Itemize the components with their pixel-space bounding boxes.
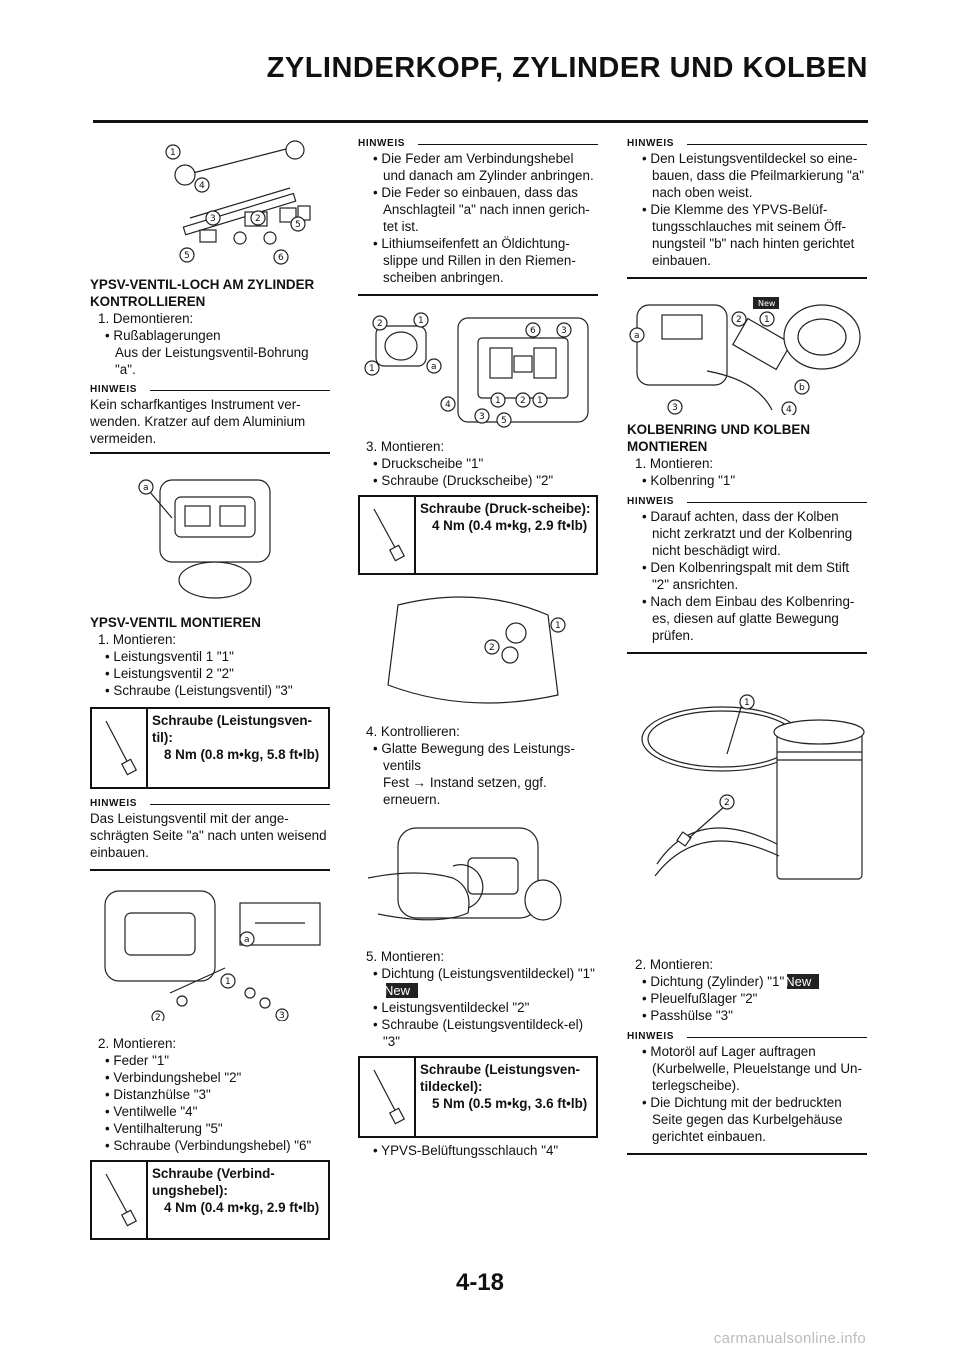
note-rule — [90, 452, 330, 454]
bullet-item: • Schraube (Leistungsventil) "3" — [105, 683, 293, 698]
callout-2: 2 — [255, 214, 261, 224]
callout-2: 2 — [489, 643, 495, 653]
callout-5: 5 — [501, 416, 507, 426]
note-bullet: • Den Leistungsventildeckel so eine-bauen, dass die Pfeilmarkierung "a" nach oben weist. — [642, 151, 864, 200]
section-heading-piston: KOLBENRING UND KOLBEN MONTIEREN — [627, 422, 811, 454]
note-bullet: • Lithiumseifenfett an Öldichtung-slippe und Rillen in den Riemen-scheiben anbringen. — [373, 236, 576, 285]
note-rule — [627, 1153, 867, 1155]
callout-2: 2 — [155, 1013, 161, 1021]
step-text: 1. Montieren: — [635, 456, 714, 471]
bullet-item: • Druckscheibe "1" — [373, 456, 484, 471]
callout-a: a — [431, 362, 437, 372]
section-heading-ypsv-hole: YPSV-VENTIL-LOCH AM ZYLINDER KONTROLLIEREN — [90, 277, 315, 309]
torque-name: Schraube (Leistungsven-tildeckel): — [420, 1062, 580, 1094]
callout-b: b — [799, 383, 805, 393]
bullet-item: • Glatte Bewegung des Leistungs-ventils — [373, 741, 575, 773]
bullet-item: • Ventilhalterung "5" — [105, 1121, 223, 1136]
illustration-thrust-washer — [358, 308, 598, 428]
callout-1: 1 — [225, 977, 231, 987]
torque-value: 4 Nm (0.4 m•kg, 2.9 ft•lb) — [164, 1200, 320, 1215]
bullet-text: • Dichtung (Leistungsventildeckel) "1" — [373, 966, 595, 981]
callout-3: 3 — [279, 1011, 285, 1021]
callout-1c: 1 — [495, 396, 501, 406]
page-title: ZYLINDERKOPF, ZYLINDER UND KOLBEN — [266, 52, 868, 84]
bullet-subtext: Aus der Leistungsventil-Bohrung "a". — [115, 345, 309, 377]
wrench-icon — [92, 1162, 148, 1238]
hinweis-label: HINWEIS — [90, 383, 330, 396]
bullet-item: • Leistungsventil 1 "1" — [105, 649, 234, 664]
note-bullet: • Die Feder am Verbindungshebel und danach am Zylinder anbringen. — [373, 151, 594, 183]
step-text: 2. Montieren: — [98, 1036, 177, 1051]
bullet-item: • Passhülse "3" — [642, 1008, 733, 1023]
callout-2: 2 — [377, 319, 383, 329]
callout-2: 2 — [736, 315, 742, 325]
callout-3: 3 — [479, 412, 485, 422]
bullet-item: • Schraube (Leistungsventildeck-el) "3" — [373, 1017, 584, 1049]
bullet-item — [627, 973, 867, 990]
torque-box — [90, 707, 330, 789]
callout-3: 3 — [210, 214, 216, 224]
step-text: 1. Demontieren: — [98, 311, 194, 326]
callout-3b: 3 — [561, 326, 567, 336]
illustration-ypsv-valve-parts — [90, 130, 330, 272]
note-bullet: • Die Feder so einbauen, dass das Anschlagteil "a" nach innen gerich-tet ist. — [373, 185, 590, 234]
wrench-icon — [360, 497, 416, 573]
torque-box — [358, 495, 598, 575]
note-text: Kein scharfkantiges Instrument ver-wenden. Kratzer auf dem Aluminium vermeiden. — [90, 397, 306, 446]
note-bullet: • Die Klemme des YPVS-Belüf-tungsschlauches mit seinem Öff-nungsteil "b" nach hinten gerichtet einbauen. — [642, 202, 855, 268]
bullet-item: • Verbindungshebel "2" — [105, 1070, 242, 1085]
torque-name: Schraube (Verbind-ungshebel): — [152, 1166, 275, 1198]
callout-2b: 2 — [520, 396, 526, 406]
torque-box — [358, 1056, 598, 1138]
note-rule — [358, 294, 598, 296]
note-rule — [627, 652, 867, 654]
bullet-item: • Pleuelfußlager "2" — [642, 991, 758, 1006]
section-heading-ypsv-install: YPSV-VENTIL MONTIEREN — [90, 615, 261, 630]
callout-5b: 5 — [184, 251, 190, 261]
illustration-cylinder-port — [90, 462, 330, 610]
bullet-item: • Schraube (Verbindungshebel) "6" — [105, 1138, 312, 1153]
illustration-valve-check — [358, 585, 598, 715]
hinweis-label: HINWEIS — [627, 1030, 867, 1043]
bullet-text: • Dichtung (Zylinder) "1" — [642, 974, 785, 989]
illustration-valve-assembly — [90, 883, 330, 1021]
callout-6: 6 — [278, 253, 284, 263]
page-number: 4-18 — [455, 1269, 505, 1296]
column-left — [90, 130, 330, 1240]
step-text: 5. Montieren: — [366, 949, 445, 964]
callout-a: a — [634, 331, 640, 341]
callout-1d: 1 — [537, 396, 543, 406]
note-text: Das Leistungsventil mit der ange-schrägten Seite "a" nach unten weisend einbauen. — [90, 811, 327, 860]
step-text: 1. Montieren: — [98, 632, 177, 647]
header-rule — [93, 120, 868, 123]
callout-1: 1 — [418, 316, 424, 326]
note-rule — [627, 277, 867, 279]
callout-6: 6 — [530, 326, 536, 336]
hinweis-label: HINWEIS — [90, 797, 330, 810]
callout-1: 1 — [170, 148, 176, 158]
callout-a: a — [244, 935, 250, 945]
note-bullet: • Nach dem Einbau des Kolbenring-es, diesen auf glatte Bewegung prüfen. — [642, 594, 855, 643]
bullet-item: • Ventilwelle "4" — [105, 1104, 198, 1119]
callout-4: 4 — [786, 405, 792, 415]
wrench-icon — [360, 1058, 416, 1136]
column-right — [627, 137, 867, 1155]
hinweis-label: HINWEIS — [627, 137, 867, 150]
note-bullet: • Die Dichtung mit der bedruckten Seite gegen das Kurbelgehäuse gerichtet einbauen. — [642, 1095, 843, 1144]
bullet-subtext: Fest → Instand setzen, ggf. erneuern. — [383, 775, 547, 807]
bullet-item — [358, 965, 598, 999]
note-bullet: • Den Kolbenringspalt mit dem Stift "2" ansrichten. — [642, 560, 850, 592]
note-rule — [90, 869, 330, 871]
bullet-item: • YPVS-Belüftungsschlauch "4" — [373, 1143, 559, 1158]
note-bullet: • Motoröl auf Lager auftragen (Kurbelwelle, Pleuelstange und Un-terlegscheibe). — [642, 1044, 862, 1093]
step-text: 3. Montieren: — [366, 439, 445, 454]
bullet-item: • Kolbenring "1" — [642, 473, 736, 488]
new-badge: New — [787, 974, 819, 989]
torque-name: Schraube (Druck-scheibe): — [420, 501, 591, 516]
bullet-item: • Distanzhülse "3" — [105, 1087, 211, 1102]
new-badge: New — [386, 983, 418, 998]
callout-5: 5 — [295, 220, 301, 230]
bullet-item: • Feder "1" — [105, 1053, 170, 1068]
callout-3: 3 — [672, 403, 678, 413]
bullet-item: • Schraube (Druckscheibe) "2" — [373, 473, 554, 488]
wrench-icon — [92, 709, 148, 787]
column-middle — [358, 137, 598, 1159]
torque-value: 4 Nm (0.4 m•kg, 2.9 ft•lb) — [432, 518, 588, 533]
step-text: 4. Kontrollieren: — [366, 724, 460, 739]
torque-value: 5 Nm (0.5 m•kg, 3.6 ft•lb) — [432, 1096, 588, 1111]
hinweis-label: HINWEIS — [358, 137, 598, 150]
new-badge: New — [758, 299, 776, 308]
callout-2: 2 — [724, 798, 730, 808]
illustration-piston-ring — [627, 694, 867, 944]
bullet-item: • Leistungsventil 2 "2" — [105, 666, 234, 681]
torque-name: Schraube (Leistungsven-til): — [152, 713, 312, 745]
bullet-item: • Leistungsventildeckel "2" — [373, 1000, 530, 1015]
callout-1: 1 — [555, 621, 561, 631]
watermark: carmanualsonline.info — [713, 1330, 866, 1347]
bullet-item: • Rußablagerungen — [105, 328, 221, 343]
callout-4: 4 — [445, 400, 451, 410]
torque-value: 8 Nm (0.8 m•kg, 5.8 ft•lb) — [164, 747, 320, 762]
torque-box — [90, 1160, 330, 1240]
callout-1: 1 — [744, 698, 750, 708]
note-bullet: • Darauf achten, dass der Kolben nicht zerkratzt und der Kolbenring nicht beschädigt wird. — [642, 509, 853, 558]
callout-1: 1 — [764, 315, 770, 325]
callout-1b: 1 — [369, 364, 375, 374]
callout-4: 4 — [199, 181, 205, 191]
step-text: 2. Montieren: — [635, 957, 714, 972]
illustration-hand-turning — [358, 818, 598, 938]
callout-a: a — [143, 483, 149, 493]
hinweis-label: HINWEIS — [627, 495, 867, 508]
illustration-valve-cover — [627, 285, 867, 415]
